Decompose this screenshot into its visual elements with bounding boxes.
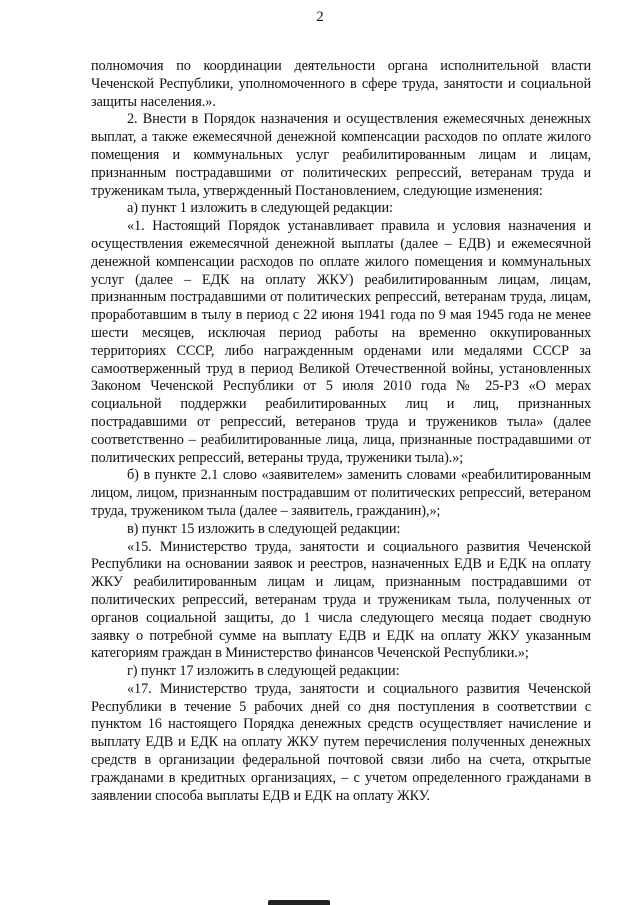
scan-artifact xyxy=(268,900,330,905)
paragraph-subitem-a: а) пункт 1 изложить в следующей редакции: xyxy=(127,200,393,217)
paragraph-quote-point-1: «1. Настоящий Порядок устанавливает правила и условия назначения и осуществления ежемесячной денежной выплаты (далее – ЕДВ) и ежемесячной денежной компенсации расходов по оплате жилого помещения и коммунальных услуг (далее – ЕДК на оплату ЖКУ) реабилитированным лицам, лицам, признанным пострадавшими от политических репрессий, ветеранам труда, лицам, проработавшим в тылу в период с 22 июня 1941 года по 9 мая 1945 года не менее шести месяцев, исключая период работы на временно оккупированных территориях СССР, либо награжденным орденами или медалями СССР за самоотверженный труд в период Великой Отечественной войны, установленных Законом Чеченской Республики от 5 июля 2010 года № 25-РЗ «О мерах социальной поддержки реабилитированных лиц и лиц, признанных пострадавшими от репрессий, ветеранов труда и тружеников тыла» (далее соответственно – реабилитированные лица, лица, признанные пострадавшими от политических репрессий, ветераны труда, труженики тыла).»; xyxy=(91,218,591,466)
paragraph-quote-point-17: «17. Министерство труда, занятости и социального развития Чеченской Республики в течение 5 рабочих дней со дня поступления в соответствии с пунктом 16 настоящего Порядка денежных средств осуществляет начисление и выплату ЕДВ и ЕДК на оплату ЖКУ путем перечисления полученных денежных средств в организации федеральной почтовой связи либо на счета, открытые гражданами в кредитных организациях, – с учетом определенного гражданами в заявлении способа выплаты ЕДВ и ЕДК на оплату ЖКУ. xyxy=(91,680,591,804)
paragraph-subitem-b: б) в пункте 2.1 слово «заявителем» заменить словами «реабилитированным лицом, лицом, признанным пострадавшим от политических репрессий, ветераном труда, тружеником тыла (далее – заявитель, гражданин),»; xyxy=(91,467,591,519)
paragraph-subitem-g: г) пункт 17 изложить в следующей редакции: xyxy=(127,663,400,680)
paragraph-item-2: 2. Внести в Порядок назначения и осуществления ежемесячных денежных выплат, а также ежемесячной денежной компенсации расходов по оплате жилого помещения и коммунальных услуг реабилитированным лицам и лицам, признанным пострадавшими от политических репрессий, ветеранам труда и труженикам тыла, утвержденный Постановлением, следующие изменения: xyxy=(91,111,591,199)
page-number: 2 xyxy=(316,9,324,25)
paragraph-subitem-v: в) пункт 15 изложить в следующей редакции: xyxy=(127,520,401,537)
paragraph-quote-point-15: «15. Министерство труда, занятости и социального развития Чеченской Республики на основании заявок и реестров, назначенных ЕДВ и ЕДК на оплату ЖКУ реабилитированным лицам и лицам, признанным пострадавшими от политических репрессий, ветеранам труда и труженикам тыла, полученных от органов социальной защиты, до 1 числа следующего месяца подает сводную заявку о потребной сумме на выплату ЕДВ и ЕДК на оплату ЖКУ указанным категориям граждан в Министерство финансов Чеченской Республики.»; xyxy=(91,538,591,662)
paragraph-continuation: полномочия по координации деятельности органа исполнительной власти Чеченской Республики, уполномоченного в сфере труда, занятости и социальной защиты населения.». xyxy=(91,58,591,110)
document-body xyxy=(91,58,591,805)
